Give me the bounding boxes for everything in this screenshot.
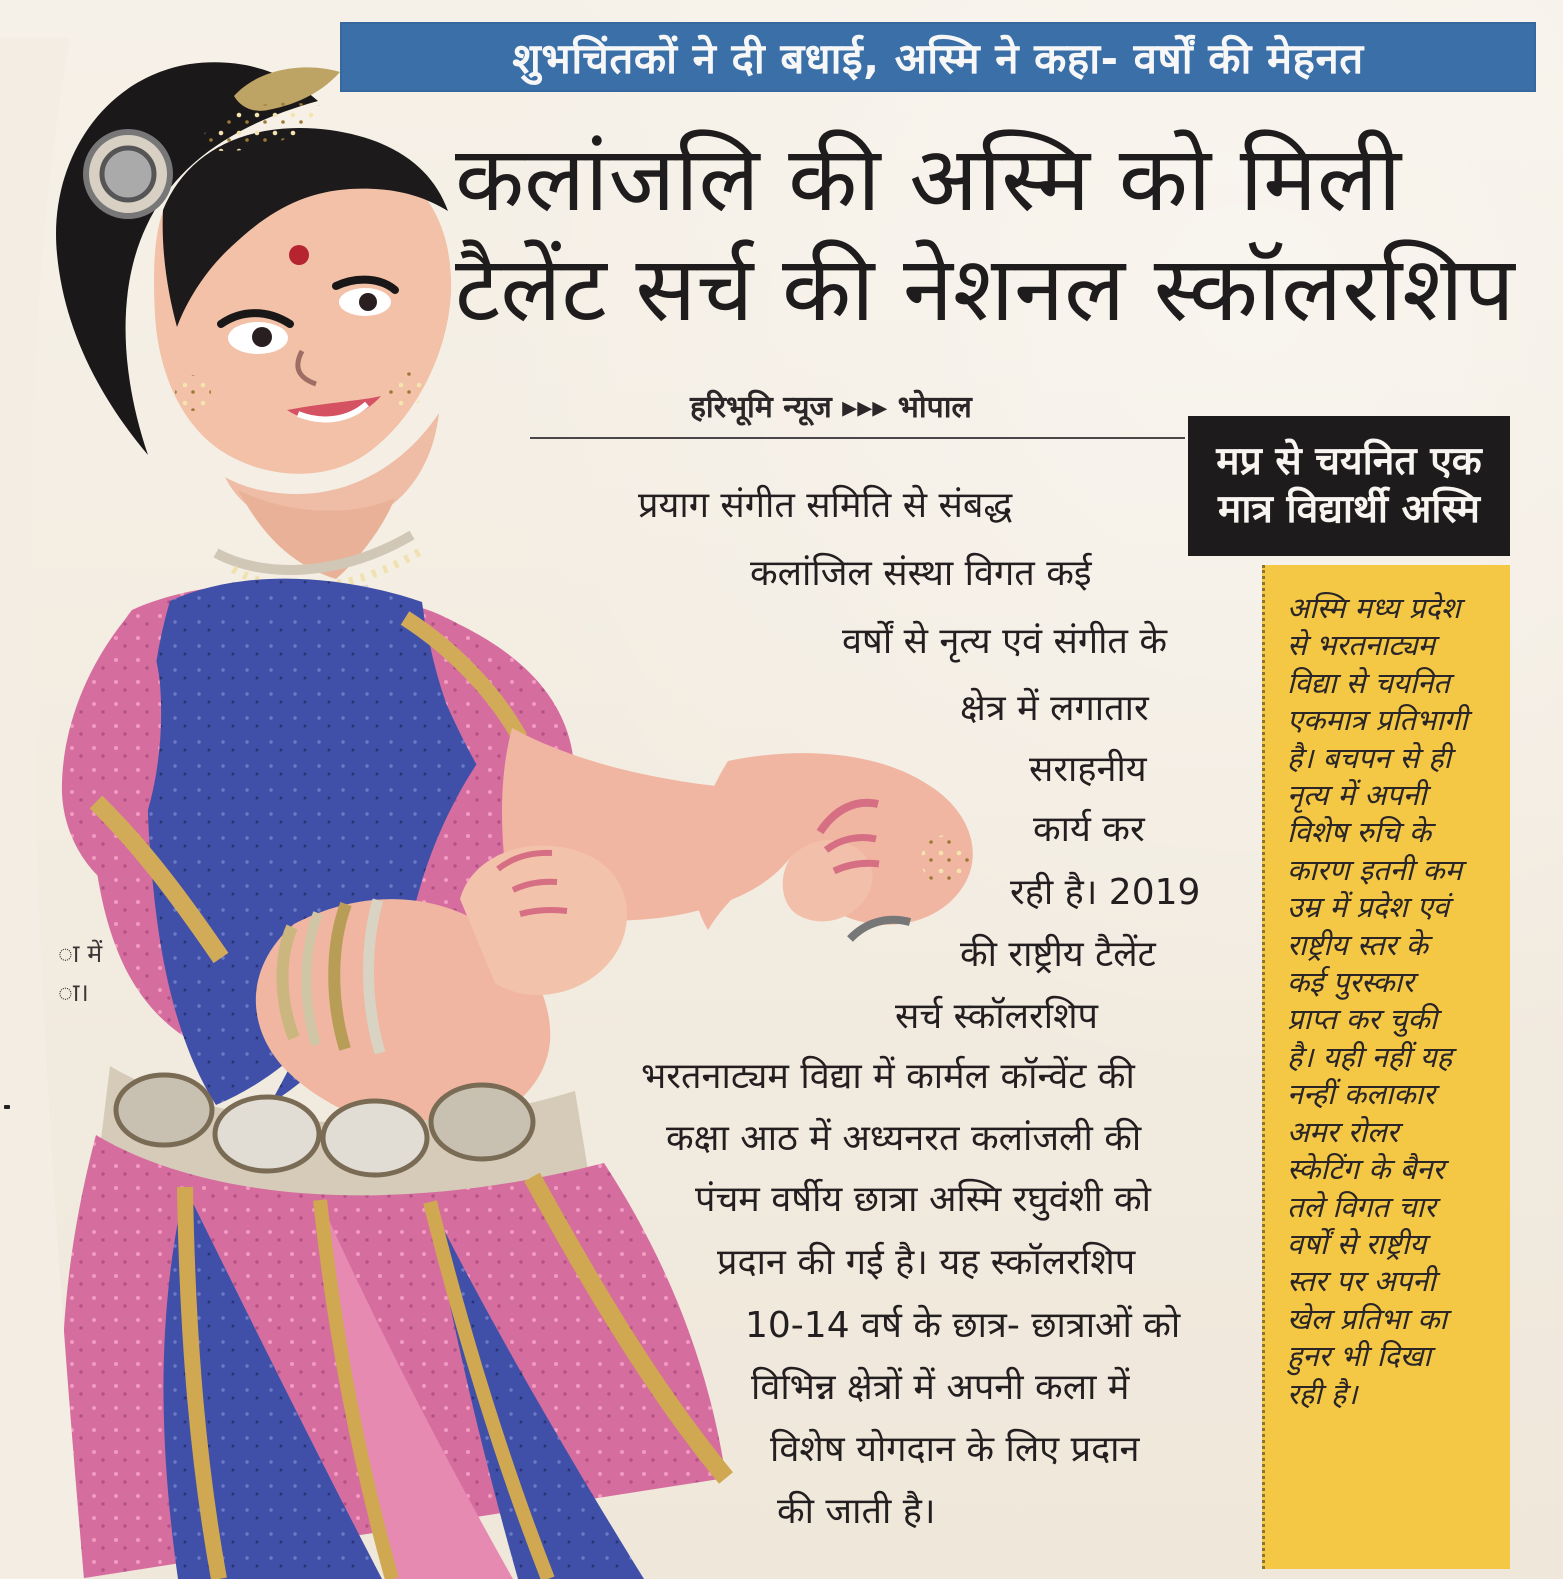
sidebar-line: उम्र में प्रदेश एवं [1287, 890, 1450, 925]
body-line: प्रयाग संगीत समिति से संबद्ध [638, 485, 1013, 526]
body-line: कलांजिल संस्था विगत कई [750, 553, 1092, 594]
clipped-left-text [58, 935, 102, 1013]
sidebar-box [1262, 565, 1510, 1569]
sidebar-line: तले विगत चार [1287, 1189, 1436, 1224]
sidebar-line: वर्षों से राष्ट्रीय [1287, 1226, 1427, 1261]
body-line: क्षेत्र में लगातार [960, 688, 1149, 729]
body-line: विभिन्न क्षेत्रों में अपनी कला में [751, 1367, 1130, 1408]
sidebar-heading-line-1: मप्र से चयनित एक [1216, 438, 1482, 484]
body-line: सराहनीय [1029, 749, 1147, 790]
sidebar-heading [1188, 416, 1510, 556]
sidebar-line: कई पुरस्कार [1287, 965, 1414, 1000]
body-line: 10-14 वर्ष के छात्र- छात्राओं को [745, 1305, 1181, 1346]
sidebar-line: अमर रोलर [1287, 1114, 1399, 1149]
kicker-banner [340, 22, 1536, 92]
sidebar-heading-line-2: मात्र विद्यार्थी अस्मि [1218, 487, 1480, 532]
print-speck [4, 1105, 10, 1109]
sidebar-line: विद्या से चयनित [1287, 665, 1450, 700]
sidebar-line: नन्हीं कलाकार [1287, 1077, 1435, 1112]
sidebar-line: हुनर भी दिखा [1287, 1339, 1431, 1374]
sidebar-line: प्राप्त कर चुकी [1287, 1002, 1438, 1037]
sidebar-line: विशेष रुचि के [1287, 815, 1432, 850]
clipped-line: ा में [58, 939, 103, 968]
sidebar-line: कारण इतनी कम [1287, 852, 1463, 887]
sidebar-line: रही है। [1287, 1376, 1358, 1411]
sidebar-line: स्तर पर अपनी [1287, 1264, 1436, 1299]
sidebar-line: है। यही नहीं यह [1287, 1039, 1452, 1074]
body-line: विशेष योगदान के लिए प्रदान [770, 1429, 1140, 1470]
sidebar-line: स्केटिंग के बैनर [1287, 1152, 1445, 1187]
body-line: सर्च स्कॉलरशिप [895, 996, 1098, 1037]
sidebar-line: नृत्य में अपनी [1287, 778, 1427, 813]
body-line: भरतनाट्यम विद्या में कार्मल कॉन्वेंट की [641, 1056, 1135, 1097]
sidebar-line: खेल प्रतिभा का [1287, 1301, 1448, 1336]
sidebar-line: राष्ट्रीय स्तर के [1287, 927, 1429, 962]
body-line: वर्षों से नृत्य एवं संगीत के [842, 621, 1168, 662]
kicker-text: शुभचिंतकों ने दी बधाई, अस्मि ने कहा- वर्षों की मेहनत [512, 33, 1364, 83]
body-line: प्रदान की गई है। यह स्कॉलरशिप [717, 1242, 1136, 1283]
byline: हरिभूमि न्यूज ▸▸▸ भोपाल [690, 390, 972, 425]
body-line: कक्षा आठ में अध्यनरत कलांजली की [666, 1118, 1142, 1159]
body-line: कार्य कर [1033, 809, 1145, 850]
sidebar-line: एकमात्र प्रतिभागी [1287, 703, 1468, 738]
headline-line-2: टैलेंट सर्च की नेशनल स्कॉलरशिप [455, 236, 1515, 342]
body-line: की राष्ट्रीय टैलेंट [960, 934, 1156, 975]
clipped-line: ा। [58, 977, 89, 1007]
sidebar-line: है। बचपन से ही [1287, 740, 1452, 775]
sidebar-line: अस्मि मध्य प्रदेश [1287, 591, 1461, 625]
article-body [555, 485, 1235, 1532]
divider-line [530, 437, 1185, 439]
headline-line-1: कलांजलि की अस्मि को मिली [455, 127, 1402, 232]
headline [455, 125, 1515, 345]
sidebar-line: से भरतनाट्यम [1287, 628, 1435, 663]
body-line: की जाती है। [777, 1491, 936, 1532]
body-line: पंचम वर्षीय छात्रा अस्मि रघुवंशी को [695, 1179, 1151, 1220]
body-line: रही है। 2019 [1010, 872, 1201, 913]
